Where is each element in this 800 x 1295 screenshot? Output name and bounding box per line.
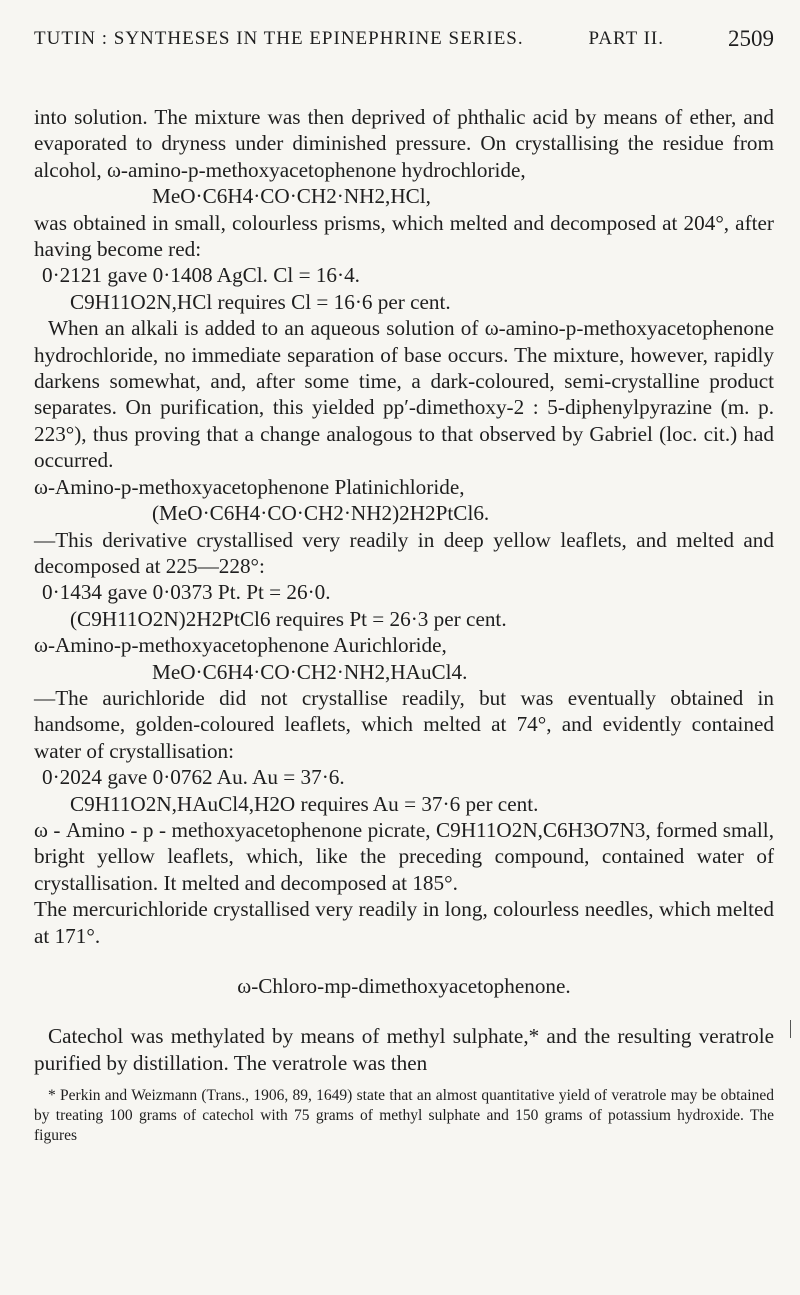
chemical-formula: MeO·C6H4·CO·CH2·NH2,HCl, bbox=[152, 184, 431, 209]
section-heading: ω-Chloro-mp-dimethoxyacetophenone. bbox=[237, 974, 571, 998]
analysis-result: 0·2121 gave 0·1408 AgCl. Cl = 16·4. bbox=[42, 263, 360, 288]
paragraph: into solution. The mixture was then deprived of phthalic acid by means of ether, and evaporated to dryness under diminished pressure. On crystallising the residue from alcohol, ω-amino-p-methoxyacetophenone hydrochloride, bbox=[34, 105, 774, 182]
running-header bbox=[34, 28, 774, 62]
analysis-result: 0·1434 gave 0·0373 Pt. Pt = 26·0. bbox=[42, 580, 331, 605]
chemical-formula: (MeO·C6H4·CO·CH2·NH2)2H2PtCl6. bbox=[152, 501, 490, 526]
page-number: 2509 bbox=[728, 26, 774, 51]
article-body bbox=[34, 104, 774, 1076]
chemical-formula: MeO·C6H4·CO·CH2·NH2,HAuCl4. bbox=[152, 659, 468, 684]
paragraph: —The aurichloride did not crystallise readily, but was eventually obtained in handsome, golden-coloured leaflets, which melted at 74°, and evidently contained water of crystallisation: bbox=[34, 685, 774, 763]
footnote: * Perkin and Weizmann (Trans., 1906, 89, 1649) state that an almost quantitative yield of veratrole may be obtained by treating 100 grams of catechol with 75 grams of methyl sulphate and 150 grams of potassium hydroxide. The figures bbox=[34, 1087, 774, 1145]
margin-mark bbox=[790, 1020, 791, 1038]
analysis-requirement: C9H11O2N,HCl requires Cl = 16·6 per cent. bbox=[70, 289, 451, 314]
paragraph: The mercurichloride crystallised very readily in long, colourless needles, which melted at 171°. bbox=[34, 897, 774, 948]
analysis-result: 0·2024 gave 0·0762 Au. Au = 37·6. bbox=[42, 765, 345, 790]
paragraph: was obtained in small, colourless prisms, which melted and decomposed at 204°, after having become red: bbox=[34, 210, 774, 262]
analysis-requirement: C9H11O2N,HAuCl4,H2O requires Au = 37·6 per cent. bbox=[70, 791, 539, 816]
journal-page bbox=[34, 28, 774, 1146]
paragraph: When an alkali is added to an aqueous solution of ω-amino-p-methoxyacetophenone hydrochloride, no immediate separation of base occurs. The mixture, however, rapidly darkens somewhat, and, after some time, a dark-coloured, semi-crystalline product separates. On purification, this yielded pp′-dimethoxy-2 : 5-diphenylpyrazine (m. p. 223°), thus proving that a change analogous to that observed by Gabriel (loc. cit.) had occurred. bbox=[34, 316, 774, 473]
analysis-requirement: (C9H11O2N)2H2PtCl6 requires Pt = 26·3 per cent. bbox=[70, 606, 507, 631]
paragraph: ω - Amino - p - methoxyacetophenone picrate, C9H11O2N,C6H3O7N3, formed small, bright yellow leaflets, which, like the preceding compound, contained water of crystallisation. It melted and decomposed at 185°. bbox=[34, 817, 774, 895]
paragraph: —This derivative crystallised very readily in deep yellow leaflets, and melted and decomposed at 225—228°: bbox=[34, 527, 774, 578]
running-title: TUTIN : SYNTHESES IN THE EPINEPHRINE SERIES. bbox=[34, 28, 524, 49]
compound-heading: ω-Amino-p-methoxyacetophenone Platinichloride, bbox=[34, 474, 465, 499]
part-label: PART II. bbox=[588, 28, 664, 49]
compound-heading: ω-Amino-p-methoxyacetophenone Aurichloride, bbox=[34, 633, 447, 658]
section-gap bbox=[34, 999, 774, 1023]
paragraph: Catechol was methylated by means of methyl sulphate,* and the resulting veratrole purified by distillation. The veratrole was then bbox=[34, 1024, 774, 1075]
section-gap bbox=[34, 949, 774, 973]
